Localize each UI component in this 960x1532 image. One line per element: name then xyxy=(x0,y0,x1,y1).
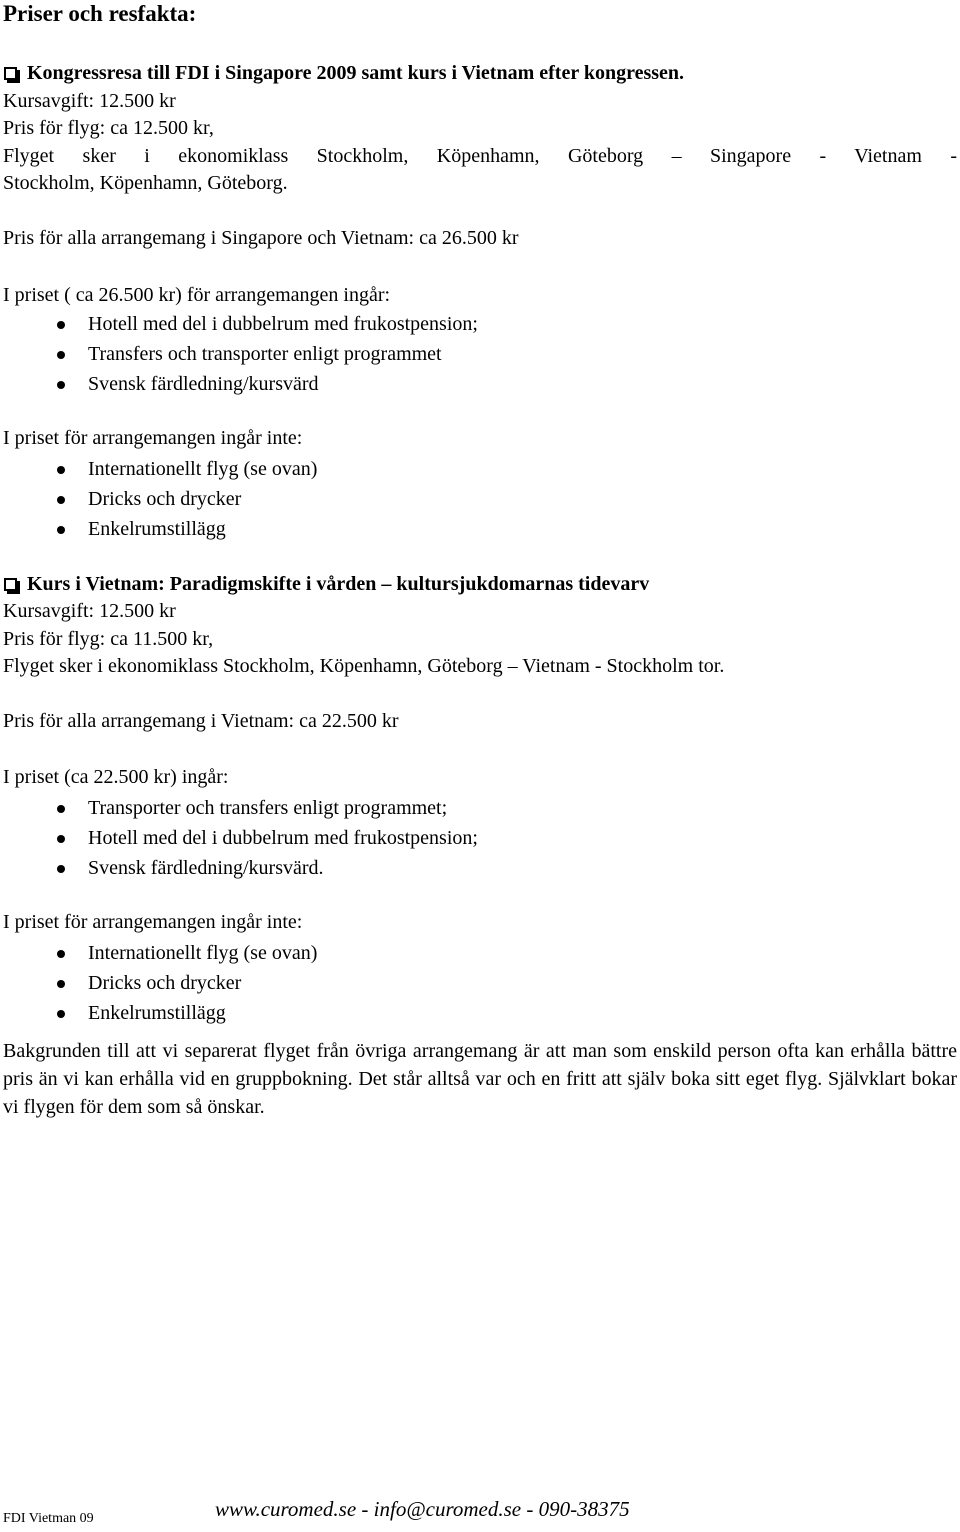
section1-flight-line1: Flyget sker i ekonomiklass Stockholm, Köpenhamn, Göteborg – Singapore - Vietnam - xyxy=(3,145,957,167)
footer-contact: www.curomed.se - info@curomed.se - 090-38375 xyxy=(215,1497,630,1521)
list-item: Dricks och drycker xyxy=(3,484,317,514)
section1-excluded-list xyxy=(3,454,317,544)
section2-excluded-intro: I priset för arrangemangen ingår inte: xyxy=(3,911,303,933)
section1-course-fee: Kursavgift: 12.500 kr xyxy=(3,90,176,112)
section1-flight-price: Pris för flyg: ca 12.500 kr, xyxy=(3,117,214,139)
section2-arrangements-price: Pris för alla arrangemang i Vietnam: ca 22.500 kr xyxy=(3,710,399,732)
list-item: Transporter och transfers enligt programmet; xyxy=(3,793,478,823)
section2-course-fee: Kursavgift: 12.500 kr xyxy=(3,600,176,622)
section2-included-list xyxy=(3,793,478,883)
list-item: Transfers och transporter enligt programmet xyxy=(3,339,478,369)
background-paragraph: Bakgrunden till att vi separerat flyget från övriga arrangemang är att man som enskild person ofta kan erhålla bättre pris än vi kan erhålla vid en gruppbokning. Det står alltså var och en fritt att själv boka sitt eget flyg. Självklart bokar vi flygen för dem som så önskar. xyxy=(3,1040,957,1118)
list-item: Svensk färdledning/kursvärd. xyxy=(3,853,478,883)
section1-arrangements-price: Pris för alla arrangemang i Singapore och Vietnam: ca 26.500 kr xyxy=(3,227,519,249)
section1-excluded-intro: I priset för arrangemangen ingår inte: xyxy=(3,427,303,449)
section2-flight-price: Pris för flyg: ca 11.500 kr, xyxy=(3,628,214,650)
section1-flight-line2: Stockholm, Köpenhamn, Göteborg. xyxy=(3,172,288,194)
list-item: Hotell med del i dubbelrum med frukostpension; xyxy=(3,823,478,853)
list-item: Hotell med del i dubbelrum med frukostpension; xyxy=(3,309,478,339)
section1-included-list xyxy=(3,309,478,399)
list-item: Internationellt flyg (se ovan) xyxy=(3,938,317,968)
checkbox-icon xyxy=(4,578,17,591)
section1-title: Kongressresa till FDI i Singapore 2009 samt kurs i Vietnam efter kongressen. xyxy=(3,60,684,87)
list-item: Dricks och drycker xyxy=(3,968,317,998)
list-item: Enkelrumstillägg xyxy=(3,514,317,544)
list-item: Enkelrumstillägg xyxy=(3,998,317,1028)
checkbox-icon xyxy=(4,67,17,80)
footer-left: FDI Vietman 09 xyxy=(3,1511,94,1526)
section1-included-intro: I priset ( ca 26.500 kr) för arrangemangen ingår: xyxy=(3,284,391,306)
section2-excluded-list xyxy=(3,938,317,1028)
page-heading: Priser och resfakta: xyxy=(3,1,197,26)
section2-title: Kurs i Vietnam: Paradigmskifte i vården – kultursjukdomarnas tidevarv xyxy=(3,571,649,598)
section2-flight-line: Flyget sker i ekonomiklass Stockholm, Köpenhamn, Göteborg – Vietnam - Stockholm tor. xyxy=(3,655,725,677)
list-item: Svensk färdledning/kursvärd xyxy=(3,369,478,399)
list-item: Internationellt flyg (se ovan) xyxy=(3,454,317,484)
section2-included-intro: I priset (ca 22.500 kr) ingår: xyxy=(3,766,229,788)
